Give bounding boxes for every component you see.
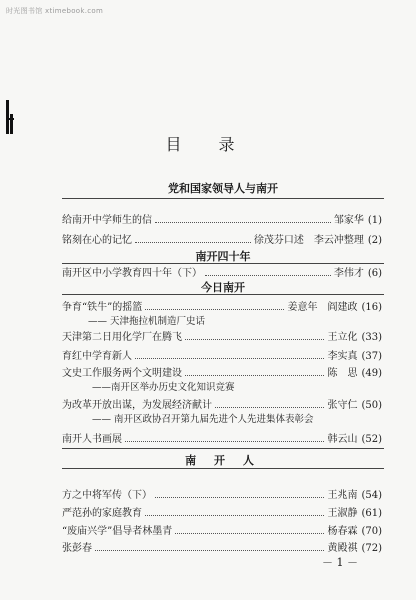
- entry-page: (37): [361, 351, 382, 362]
- entry-author: 姜意年 阎建政: [287, 302, 358, 313]
- section-heading: 南开四十年: [195, 250, 251, 263]
- entry-author: 王立化: [327, 332, 358, 343]
- entry-author: 王淑静: [327, 508, 358, 519]
- entry-title: 育红中学育新人: [62, 351, 132, 362]
- leader-dots: [185, 331, 324, 340]
- entry-page: (70): [361, 526, 382, 537]
- entry-title: 争育“铁牛”的摇篮: [62, 302, 143, 313]
- leader-dots: [205, 267, 331, 276]
- leader-dots: [145, 301, 284, 310]
- entry-author: 杨春霖: [327, 526, 358, 537]
- entry-title: 南开人书画展: [62, 434, 122, 445]
- leader-dots: [125, 433, 324, 442]
- toc-entry: [62, 264, 382, 278]
- toc-entry: [62, 522, 382, 536]
- entry-page: (16): [361, 302, 382, 313]
- toc-entry: [62, 298, 382, 312]
- entry-author: 陈 思: [327, 368, 358, 379]
- entry-author: 徐茂芬口述 李云冲整理: [253, 235, 364, 246]
- toc-entry: [62, 486, 382, 500]
- entry-page: (6): [367, 268, 382, 279]
- entry-author: 王兆南: [327, 490, 358, 501]
- leader-dots: [175, 525, 324, 534]
- leader-dots: [185, 367, 324, 376]
- entry-title: 方之中将军传（下）: [62, 490, 152, 501]
- entry-author: 张守仁: [327, 400, 358, 411]
- entry-page: (52): [361, 434, 382, 445]
- leader-dots: [155, 489, 324, 498]
- entry-title: 铭刻在心的记忆: [62, 235, 132, 246]
- entry-title: 张彭春: [62, 543, 92, 554]
- toc-entry: [62, 396, 382, 410]
- entry-page: (50): [361, 400, 382, 411]
- entry-author: 韩云山: [327, 434, 358, 445]
- toc-entry: [62, 231, 382, 245]
- entry-author: 李实真: [327, 351, 358, 362]
- entry-page: (49): [361, 368, 382, 379]
- entry-title: “废庙兴学”倡导者林墨青: [62, 526, 173, 537]
- page-title: 目 录: [165, 135, 251, 154]
- leader-dots: [145, 507, 324, 516]
- toc-entry: [62, 211, 382, 225]
- leader-dots: [95, 542, 324, 551]
- section-rule: [62, 468, 384, 469]
- binding-mark: [6, 100, 14, 134]
- page-number: － 1 －: [322, 556, 358, 569]
- section-rule: [62, 448, 384, 449]
- entry-title: 给南开中学师生的信: [62, 215, 152, 226]
- leader-dots: [155, 214, 331, 223]
- entry-author: 黄殿祺: [327, 543, 358, 554]
- toc-entry: [62, 539, 382, 553]
- section-rule: [62, 198, 384, 199]
- section-heading: 今日南开: [201, 281, 245, 294]
- toc-entry: [62, 430, 382, 444]
- toc-entry: [62, 347, 382, 361]
- section-rule: [62, 294, 384, 295]
- entry-page: (54): [361, 490, 382, 501]
- entry-author: 李伟才: [333, 268, 364, 279]
- entry-page: (1): [367, 215, 382, 226]
- entry-title: 天津第二日用化学厂在腾飞: [62, 332, 182, 343]
- entry-author: 邹家华: [333, 215, 364, 226]
- leader-dots: [215, 399, 324, 408]
- entry-page: (33): [361, 332, 382, 343]
- toc-entry: [62, 504, 382, 518]
- toc-entry: [62, 328, 382, 342]
- entry-page: (72): [361, 543, 382, 554]
- entry-subtitle: —— 天津拖拉机制造厂史话: [88, 316, 206, 327]
- entry-page: (61): [361, 508, 382, 519]
- watermark-text: 时光图书馆 xtimebook.com: [6, 7, 104, 15]
- entry-title: 为改革开放出谋，为发展经济献计: [62, 400, 212, 411]
- entry-title: 严范孙的家庭教育: [62, 508, 142, 519]
- entry-title: 文史工作服务两个文明建设: [62, 368, 182, 379]
- leader-dots: [135, 234, 251, 243]
- entry-title: 南开区中小学教育四十年（下）: [62, 268, 202, 279]
- entry-page: (2): [367, 235, 382, 246]
- entry-subtitle: ——南开区举办历史文化知识竞赛: [92, 382, 235, 393]
- section-heading: 南 开 人: [185, 454, 261, 467]
- leader-dots: [135, 350, 324, 359]
- toc-entry: [62, 364, 382, 378]
- section-heading: 党和国家领导人与南开: [168, 182, 278, 195]
- entry-subtitle: —— 南开区政协召开第九届先进个人先进集体表彰会: [92, 414, 314, 425]
